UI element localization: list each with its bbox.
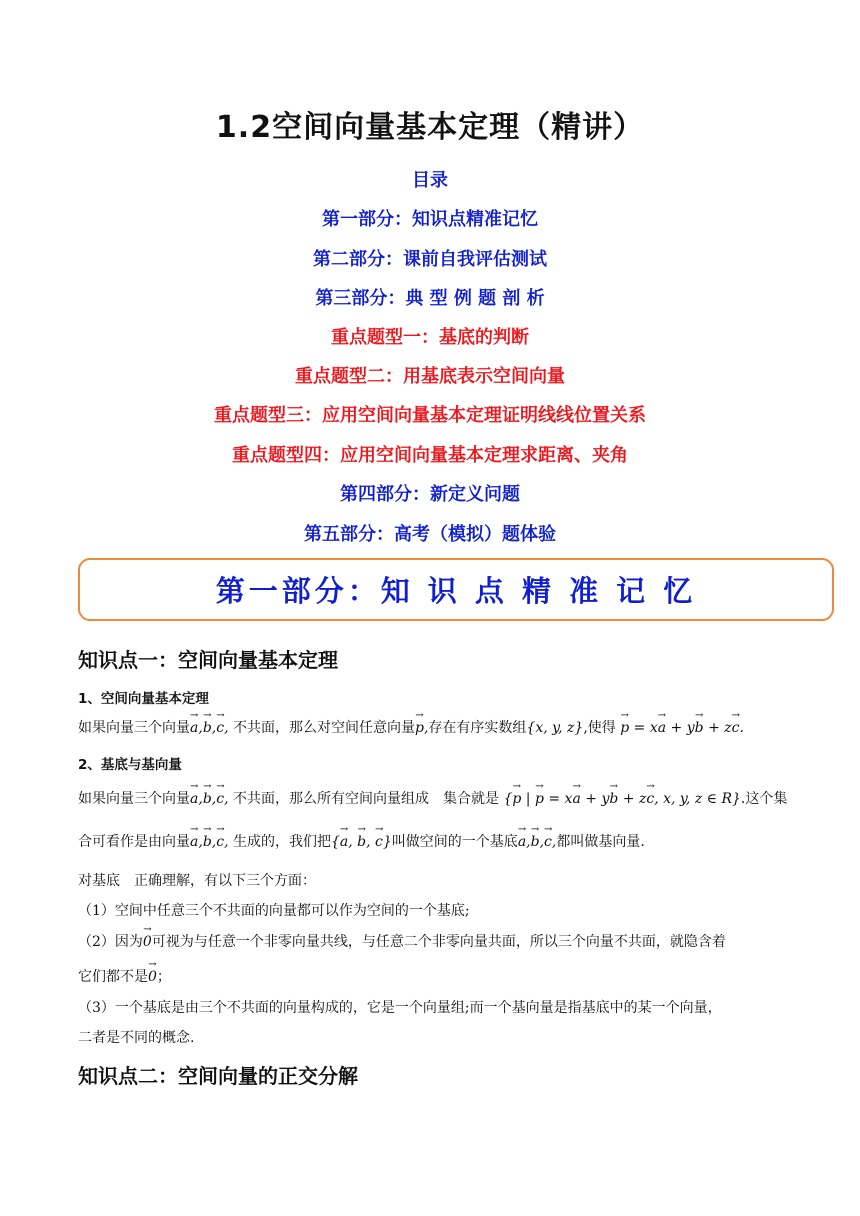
toc-item[interactable]: 重点题型一：基底的判断 <box>331 327 529 348</box>
point-1: （1）空间中任意三个不共面的向量都可以作为空间的一个基底; <box>78 903 470 919</box>
point-2: （2）因为→ 0可视为与任意一个非零向量共线，与任意二个非零向量共面，所以三个向量不共面，就隐含着 <box>78 931 788 953</box>
toc-item[interactable]: 第二部分：课前自我评估测试 <box>313 249 547 270</box>
section-heading-2: 知识点二：空间向量的正交分解 <box>78 1064 358 1088</box>
theorem-equation: → p = x→ a + y→ b + z→ c. <box>620 720 744 736</box>
section-banner-label: 第一部分：知 识 点 精 准 记 忆 <box>215 574 697 608</box>
vector-abc: → a,→ b,→ c, <box>190 720 229 736</box>
point-3-cont: 二者是不同的概念. <box>78 1030 195 1046</box>
section-heading-1: 知识点一：空间向量基本定理 <box>78 648 338 672</box>
ordered-triple: {x, y, z} <box>526 720 584 736</box>
paragraph-basis-2: 合可看作是由向量→ a,→ b,→ c, 生成的，我们把{→ a, → b, → c}叫做空间的一个基底→ a,→ b,→ c,都叫做基向量. <box>78 831 788 853</box>
toc-item[interactable]: 第五部分：高考（模拟）题体验 <box>304 524 556 545</box>
point-3: （3）一个基底是由三个不共面的向量构成的，它是一个向量组;而一个基向量是指基底中的某一个向量， <box>78 1000 722 1016</box>
toc-item[interactable]: 第三部分：典 型 例 题 剖 析 <box>315 288 545 309</box>
vector-set: {→ p | → p = x→ a + y→ b + z→ c, x, y, z ∈ R} <box>503 791 740 807</box>
toc-item[interactable]: 第一部分：知识点精准记忆 <box>322 209 538 230</box>
page-title: 1.2空间向量基本定理（精讲） <box>215 110 645 145</box>
toc-item[interactable]: 第四部分：新定义问题 <box>340 484 520 505</box>
toc-item[interactable]: 重点题型三：应用空间向量基本定理证明线线位置关系 <box>214 405 646 426</box>
toc-item[interactable]: 目录 <box>412 170 448 191</box>
paragraph-theorem: 如果向量三个向量→ a,→ b,→ c, 不共面，那么对空间任意向量→ p,存在有序实数组{x, y, z},使得 → p = x→ a + y→ b + z→ c. <box>78 717 788 739</box>
point-2-cont: 它们都不是→ 0； <box>78 966 788 988</box>
subheading-basis: 2、基底与基向量 <box>78 757 182 773</box>
paragraph-understanding: 对基底 正确理解，有以下三个方面： <box>78 873 316 889</box>
toc-item[interactable]: 重点题型四：应用空间向量基本定理求距离、夹角 <box>232 445 628 466</box>
basis-set: {→ a, → b, → c} <box>331 834 392 850</box>
zero-vector: → 0 <box>143 931 152 953</box>
paragraph-basis-1: 如果向量三个向量→ a,→ b,→ c, 不共面，那么所有空间向量组成 集合就是 {→ p | → p = x→ a + y→ b + z→ c, x, y, z ∈ R}.这个集 <box>78 788 788 810</box>
subheading-basic-theorem: 1、空间向量基本定理 <box>78 691 209 707</box>
section-banner <box>78 558 834 621</box>
toc-item[interactable]: 重点题型二：用基底表示空间向量 <box>295 366 565 387</box>
